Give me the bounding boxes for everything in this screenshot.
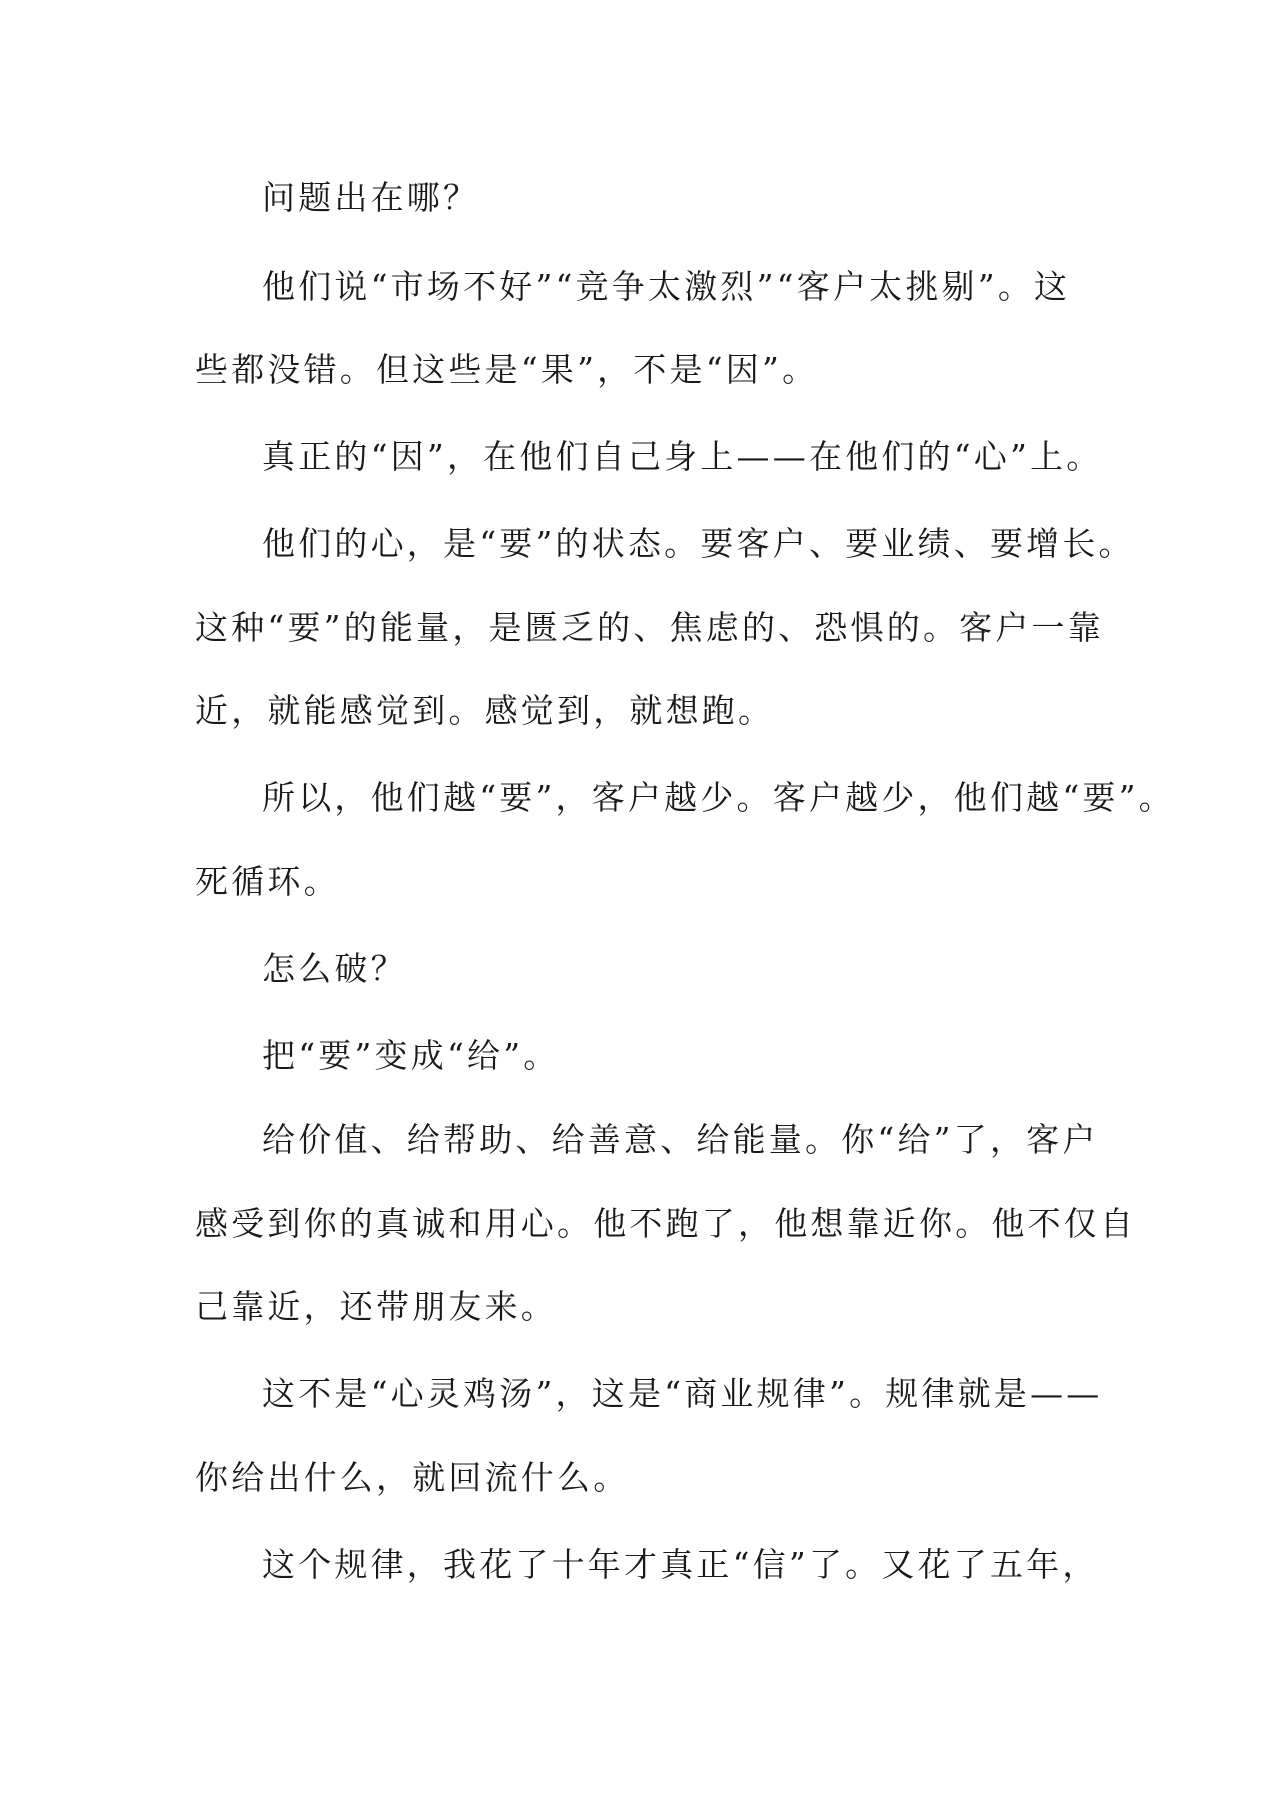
paragraph-line: 给价值、给帮助、给善意、给能量。你“给”了，客户	[262, 1120, 1099, 1159]
paragraph-line: 死循环。	[195, 862, 340, 901]
paragraph-line: 真正的“因”，在他们自己身上——在他们的“心”上。	[262, 437, 1103, 476]
paragraph-line: 这不是“心灵鸡汤”，这是“商业规律”。规律就是——	[262, 1374, 1103, 1413]
paragraph-line: 这种“要”的能量，是匮乏的、焦虑的、恐惧的。客户一靠	[195, 608, 1104, 647]
paragraph-line: 你给出什么，就回流什么。	[195, 1458, 630, 1497]
paragraph-line: 这个规律，我花了十年才真正“信”了。又花了五年，	[262, 1545, 1099, 1584]
paragraph-line: 他们的心，是“要”的状态。要客户、要业绩、要增长。	[262, 524, 1135, 563]
paragraph-line: 所以，他们越“要”，客户越少。客户越少，他们越“要”。	[262, 778, 1175, 817]
paragraph-line: 他们说“市场不好”“竞争太激烈”“客户太挑剔”。这	[262, 267, 1071, 306]
paragraph-line: 些都没错。但这些是“果”，不是“因”。	[195, 350, 819, 389]
paragraph-line: 己靠近，还带朋友来。	[195, 1287, 557, 1326]
paragraph-line: 把“要”变成“给”。	[262, 1036, 560, 1075]
paragraph-line: 问题出在哪？	[262, 178, 480, 217]
paragraph-line: 感受到你的真诚和用心。他不跑了，他想靠近你。他不仅自	[195, 1204, 1137, 1243]
paragraph-line: 怎么破？	[262, 949, 407, 988]
paragraph-line: 近，就能感觉到。感觉到，就想跑。	[195, 691, 775, 730]
